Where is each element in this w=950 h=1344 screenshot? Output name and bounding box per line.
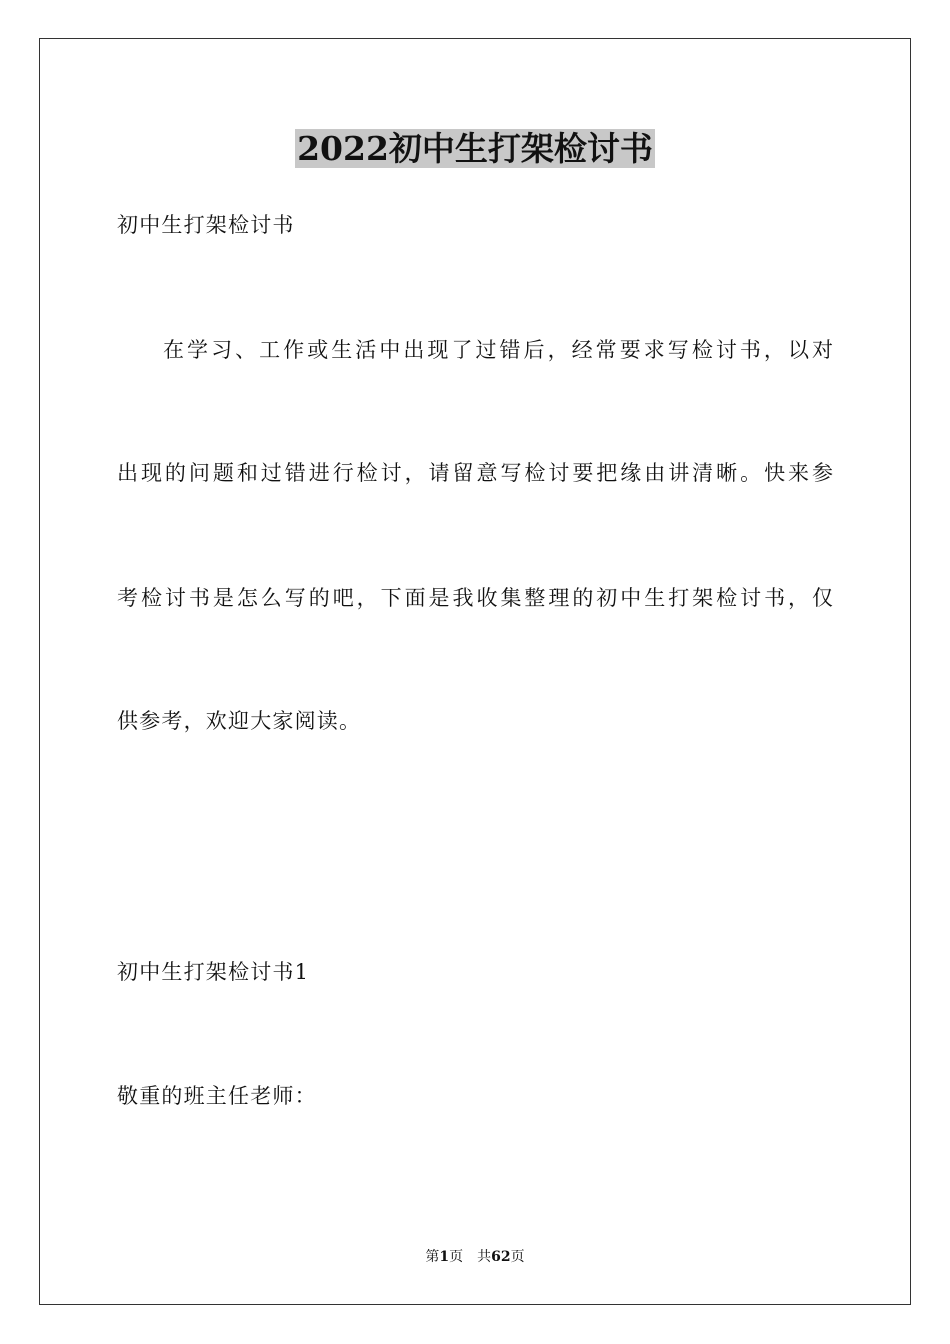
intro-line-4: 供参考，欢迎大家阅读。 <box>117 709 362 733</box>
document-subtitle: 初中生打架检讨书 <box>117 213 295 237</box>
footer-page-suffix: 页 <box>449 1249 464 1265</box>
footer-total-prefix: 共 <box>477 1249 492 1265</box>
footer-page-prefix: 第 <box>425 1249 440 1265</box>
document-title-text: 2022初中生打架检讨书 <box>297 129 653 168</box>
intro-line-3: 考检讨书是怎么写的吧，下面是我收集整理的初中生打架检讨书，仅 <box>117 586 833 610</box>
intro-line-1: 在学习、工作或生活中出现了过错后，经常要求写检讨书，以对 <box>163 338 833 362</box>
page-footer <box>0 1248 950 1266</box>
footer-total-suffix: 页 <box>510 1249 525 1265</box>
footer-total-pages: 62 <box>491 1249 511 1265</box>
intro-line-2: 出现的问题和过错进行检讨，请留意写检讨要把缘由讲清晰。快来参 <box>117 461 833 485</box>
document-title <box>0 127 950 171</box>
section-heading: 初中生打架检讨书1 <box>117 960 310 984</box>
salutation: 敬重的班主任老师： <box>117 1084 317 1108</box>
footer-page-number: 1 <box>439 1249 450 1265</box>
